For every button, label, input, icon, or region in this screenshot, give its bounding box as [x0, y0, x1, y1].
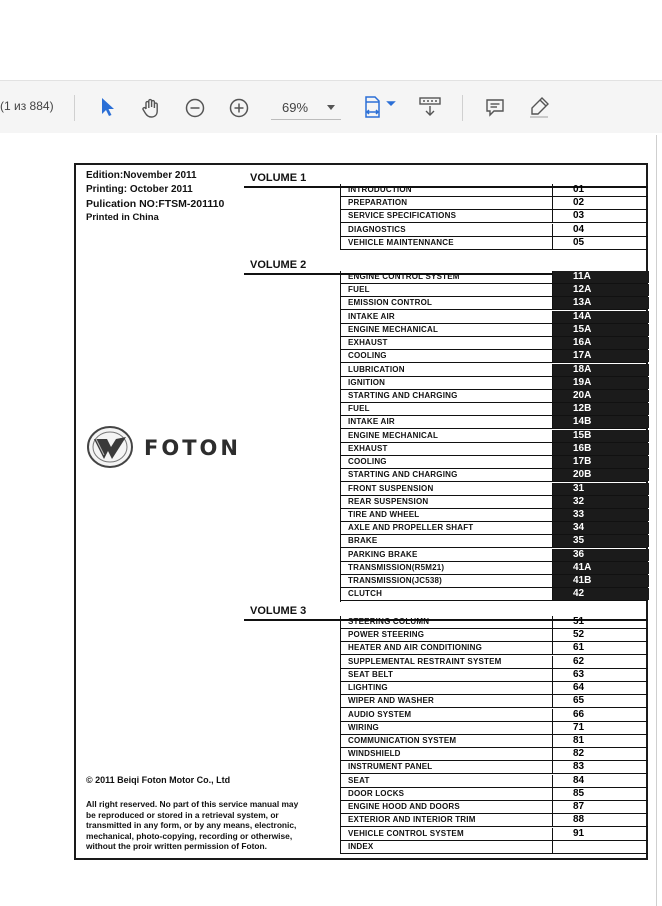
toc-row[interactable]	[340, 814, 648, 827]
zoom-select[interactable]	[271, 97, 341, 120]
zoom-out-icon[interactable]	[182, 95, 208, 121]
toc-section-code-text: 66	[573, 708, 585, 720]
toc-row[interactable]	[340, 682, 648, 695]
toc-row[interactable]	[340, 669, 648, 682]
toc-section-code	[552, 682, 649, 694]
volume-title: VOLUME 1	[250, 172, 307, 184]
toc-section-code	[552, 364, 649, 376]
toc-section-code	[552, 337, 649, 349]
toc-section-code	[552, 575, 649, 587]
toc-row[interactable]	[340, 549, 648, 562]
toc-row[interactable]	[340, 841, 648, 854]
toc-row[interactable]	[340, 210, 648, 223]
toc-section-code-text: 20A	[573, 389, 592, 401]
toc-section-code-text: 02	[573, 197, 585, 209]
blank-top-area	[0, 0, 662, 80]
toc-section-name: COMMUNICATION SYSTEM	[348, 735, 457, 745]
toc-section-code	[552, 416, 649, 428]
toc-row[interactable]	[340, 184, 648, 197]
toc-section-code-text: 65	[573, 695, 585, 707]
toc-row[interactable]	[340, 642, 648, 655]
toc-row[interactable]	[340, 735, 648, 748]
toc-section-code-text: 03	[573, 210, 585, 222]
toc-section-code	[552, 788, 649, 800]
toc-row[interactable]	[340, 748, 648, 761]
toc-row[interactable]	[340, 311, 648, 324]
toc-section-name: INTRODUCTION	[348, 185, 412, 194]
toc-section-code	[552, 562, 649, 574]
toc-section-code	[552, 588, 649, 600]
toc-row[interactable]	[340, 364, 648, 377]
toc-section-code	[552, 656, 649, 668]
volume-title: VOLUME 3	[250, 605, 307, 617]
toc-row[interactable]	[340, 801, 648, 814]
toc-section-name: WIRING	[348, 722, 379, 732]
toc-section-code	[552, 509, 649, 521]
toc-row[interactable]	[340, 522, 648, 535]
toc-section-name: WINDSHIELD	[348, 749, 401, 759]
toc-section-code	[552, 284, 649, 296]
toc-section-code	[552, 775, 649, 787]
toc-row[interactable]	[340, 390, 648, 403]
toc-row[interactable]	[340, 377, 648, 390]
page-count: (1 из 884)	[0, 99, 54, 113]
toc-section-code	[552, 390, 649, 402]
toc-row[interactable]	[340, 297, 648, 310]
toc-row[interactable]	[340, 509, 648, 522]
toc-section-code-text: 88	[573, 814, 585, 826]
toc-section-code-text: 51	[573, 616, 585, 627]
toc-section-name: IGNITION	[348, 377, 386, 387]
toc-section-code	[552, 403, 649, 415]
comment-icon[interactable]	[482, 94, 508, 120]
toc-section-code	[552, 237, 649, 249]
manual-cover-page	[74, 163, 648, 860]
toc-section-code-text: 12B	[573, 403, 592, 415]
toc-row[interactable]	[340, 416, 648, 429]
toc-section-name: INTAKE AIR	[348, 417, 395, 427]
toc-row[interactable]	[340, 775, 648, 788]
toc-section-code-text: 17A	[573, 350, 592, 362]
toc-section-name: SEAT BELT	[348, 669, 394, 679]
toc-section-code-text: 62	[573, 655, 585, 667]
foton-logo-text: FOTON	[144, 436, 241, 460]
toc-section-name: INDEX	[348, 841, 374, 851]
toc-section-code-text: 32	[573, 495, 585, 507]
zoom-in-icon[interactable]	[226, 95, 252, 121]
toc-section-code	[552, 311, 649, 323]
toc-section-code	[552, 549, 649, 561]
toc-section-name: AXLE AND PROPELLER SHAFT	[348, 523, 474, 533]
zoom-value: 69%	[282, 100, 309, 115]
toc-section-name: LUBRICATION	[348, 364, 405, 374]
toc-section-code-text: 84	[573, 774, 585, 786]
toc-section-code-text: 04	[573, 223, 585, 235]
toc-section-code-text: 12A	[573, 284, 592, 296]
toc-section-name: STARTING AND CHARGING	[348, 390, 458, 400]
toc-row[interactable]	[340, 403, 648, 416]
toc-section-code	[552, 184, 649, 196]
toc-row[interactable]	[340, 588, 648, 601]
toc-section-name: INTAKE AIR	[348, 311, 395, 321]
toc-row[interactable]	[340, 197, 648, 210]
toc-section-code-text: 42	[573, 588, 585, 600]
toc-section-name: VEHICLE CONTROL SYSTEM	[348, 828, 464, 838]
toc-section-code-text: 91	[573, 827, 585, 839]
toc-section-code	[552, 761, 649, 773]
toc-section-code	[552, 297, 649, 309]
toc-section-name: WIPER AND WASHER	[348, 696, 435, 706]
toc-section-name: ENGINE CONTROL SYSTEM	[348, 272, 460, 281]
toc-row[interactable]	[340, 430, 648, 443]
toc-section-code	[552, 377, 649, 389]
toc-section-name: STARTING AND CHARGING	[348, 470, 458, 480]
toc-section-code-text: 63	[573, 668, 585, 680]
toc-section-code	[552, 324, 649, 336]
select-arrow-icon[interactable]	[96, 95, 120, 119]
toc-row[interactable]	[340, 443, 648, 456]
toc-section-code-text: 36	[573, 548, 585, 560]
toc-section-code-text: 85	[573, 787, 585, 799]
toc-row[interactable]	[340, 469, 648, 482]
toc-section-name: DIAGNOSTICS	[348, 224, 406, 234]
rights-text: All right reserved. No part of this service manual may be reproduced or stored in a retrieval system, or transmitted in any form, or by any means, electronic, mechanical, photo-copying, recording or otherwise, without the proir written permission of Foton.	[86, 799, 299, 851]
toc-section-code	[552, 629, 649, 641]
toc-section-code	[552, 271, 649, 283]
toc-section-code	[552, 841, 649, 853]
toc-section-code-text: 82	[573, 748, 585, 760]
toc-row[interactable]	[340, 629, 648, 642]
toc-section-name: SUPPLEMENTAL RESTRAINT SYSTEM	[348, 656, 502, 666]
toc-row[interactable]	[340, 828, 648, 841]
toc-section-code-text: 41B	[573, 575, 592, 587]
toc-section-name: COOLING	[348, 351, 387, 361]
toc-section-code-text: 31	[573, 482, 585, 494]
toc-row[interactable]	[340, 656, 648, 669]
toc-section-code-text: 05	[573, 236, 585, 248]
edition-text: Edition:November 2011	[86, 170, 197, 181]
toc-section-name: SEAT	[348, 775, 370, 785]
toc-section-code-text: 16A	[573, 337, 592, 349]
toc-section-name: STEERING COLUMN	[348, 617, 430, 626]
toc-section-code-text: 83	[573, 761, 585, 773]
toc-row[interactable]	[340, 271, 648, 284]
toc-section-name: CLUTCH	[348, 589, 383, 599]
toc-section-code-text: 15A	[573, 323, 592, 335]
toc-section-code-text: 16B	[573, 442, 592, 454]
toc-section-code	[552, 695, 649, 707]
toc-section-code-text: 01	[573, 184, 585, 195]
toc-row[interactable]	[340, 237, 648, 250]
toc-section-name: ENGINE HOOD AND DOORS	[348, 802, 460, 812]
toc-section-name: ENGINE MECHANICAL	[348, 324, 439, 334]
toc-section-name: COOLING	[348, 457, 387, 467]
toc-section-code-text: 15B	[573, 429, 592, 441]
toc-section-code	[552, 483, 649, 495]
toc-row[interactable]	[340, 496, 648, 509]
toc-section-name: PREPARATION	[348, 198, 408, 208]
toc-section-code	[552, 197, 649, 209]
toc-section-name: EXHAUST	[348, 338, 388, 348]
toc-section-name: EXTERIOR AND INTERIOR TRIM	[348, 815, 476, 825]
foton-logo-icon	[86, 425, 136, 474]
toc-row[interactable]	[340, 575, 648, 588]
toc-section-name: AUDIO SYSTEM	[348, 709, 412, 719]
toc-section-name: SERVICE SPECIFICATIONS	[348, 211, 457, 221]
toc-section-code-text: 14B	[573, 416, 592, 428]
toc-row[interactable]	[340, 456, 648, 469]
viewport-edge	[656, 135, 657, 906]
toc-section-code	[552, 735, 649, 747]
toc-row[interactable]	[340, 562, 648, 575]
toc-section-code	[552, 496, 649, 508]
pdf-toolbar	[0, 80, 662, 134]
toc-section-code	[552, 828, 649, 840]
toc-section-code-text: 81	[573, 734, 585, 746]
toc-row[interactable]	[340, 709, 648, 722]
toc-section-code-text: 87	[573, 801, 585, 813]
scroll-mode-icon[interactable]	[416, 93, 444, 121]
toc-section-code	[552, 814, 649, 826]
toc-section-code	[552, 722, 649, 734]
toc-section-code-text: 34	[573, 522, 585, 534]
toc-section-code	[552, 709, 649, 721]
toc-section-code	[552, 522, 649, 534]
toc-section-code-text: 33	[573, 508, 585, 520]
publication-text: Pulication NO:FTSM-201110	[86, 198, 225, 210]
toc-row[interactable]	[340, 284, 648, 297]
toc-section-code	[552, 669, 649, 681]
toc-row[interactable]	[340, 616, 648, 629]
toc-section-name: TRANSMISSION(JC538)	[348, 576, 443, 586]
toc-section-code	[552, 469, 649, 481]
toc-section-name: TRANSMISSION(R5M21)	[348, 562, 445, 572]
toc-section-code	[552, 748, 649, 760]
printed-in-text: Printed in China	[86, 212, 159, 223]
toc-section-name: VEHICLE MAINTENNANCE	[348, 237, 454, 247]
toc-section-name: REAR SUSPENSION	[348, 496, 429, 506]
toc-section-code-text: 14A	[573, 310, 592, 322]
toc-section-code-text: 35	[573, 535, 585, 547]
toc-section-code-text: 64	[573, 682, 585, 694]
toc-row[interactable]	[340, 324, 648, 337]
toc-section-name: LIGHTING	[348, 683, 388, 693]
toc-section-code	[552, 350, 649, 362]
toc-row[interactable]	[340, 761, 648, 774]
toc-section-code	[552, 456, 649, 468]
toc-section-code-text: 41A	[573, 561, 592, 573]
toc-row[interactable]	[340, 350, 648, 363]
toc-row[interactable]	[340, 224, 648, 237]
toc-row[interactable]	[340, 483, 648, 496]
toc-section-name: EMISSION CONTROL	[348, 298, 433, 308]
copyright-text: © 2011 Beiqi Foton Motor Co., Ltd	[86, 775, 231, 785]
toc-section-code-text: 17B	[573, 456, 592, 468]
toolbar-divider	[462, 95, 463, 121]
toc-section-name: PARKING BRAKE	[348, 549, 418, 559]
toc-section-name: ENGINE MECHANICAL	[348, 430, 439, 440]
toc-section-name: DOOR LOCKS	[348, 788, 405, 798]
printing-text: Printing: October 2011	[86, 184, 193, 195]
toc-section-code	[552, 801, 649, 813]
toc-section-code-text: 71	[573, 721, 585, 733]
toc-row[interactable]	[340, 722, 648, 735]
toc-section-code	[552, 616, 649, 628]
toolbar-divider	[74, 95, 75, 121]
hand-tool-icon[interactable]	[138, 95, 164, 121]
toc-section-code	[552, 430, 649, 442]
sign-pen-icon[interactable]	[526, 94, 552, 120]
toc-section-name: HEATER AND AIR CONDITIONING	[348, 643, 482, 653]
toc-section-code-text: 19A	[573, 376, 592, 388]
toc-section-code	[552, 535, 649, 547]
toc-section-code	[552, 210, 649, 222]
toc-section-name: BRAKE	[348, 536, 378, 546]
toc-section-code	[552, 642, 649, 654]
toc-section-code-text: 61	[573, 642, 585, 654]
toc-section-name: POWER STEERING	[348, 630, 425, 640]
toc-section-name: TIRE AND WHEEL	[348, 509, 420, 519]
toc-section-name: FUEL	[348, 404, 370, 414]
toc-section-name: EXHAUST	[348, 443, 388, 453]
chevron-down-icon	[327, 105, 335, 110]
toc-section-name: FRONT SUSPENSION	[348, 483, 434, 493]
toc-section-name: INSTRUMENT PANEL	[348, 762, 433, 772]
toc-row[interactable]	[340, 337, 648, 350]
toc-row[interactable]	[340, 535, 648, 548]
toc-row[interactable]	[340, 695, 648, 708]
toc-section-name: FUEL	[348, 285, 370, 295]
toc-section-code-text: 13A	[573, 297, 592, 309]
toc-section-code-text: 18A	[573, 363, 592, 375]
toc-section-code	[552, 443, 649, 455]
toc-section-code	[552, 224, 649, 236]
toc-section-code-text: 20B	[573, 469, 592, 481]
toc-section-code-text: 11A	[573, 271, 591, 282]
fit-page-icon[interactable]	[360, 93, 398, 121]
toc-section-code-text: 52	[573, 629, 585, 641]
volume-title: VOLUME 2	[250, 259, 307, 271]
toc-row[interactable]	[340, 788, 648, 801]
